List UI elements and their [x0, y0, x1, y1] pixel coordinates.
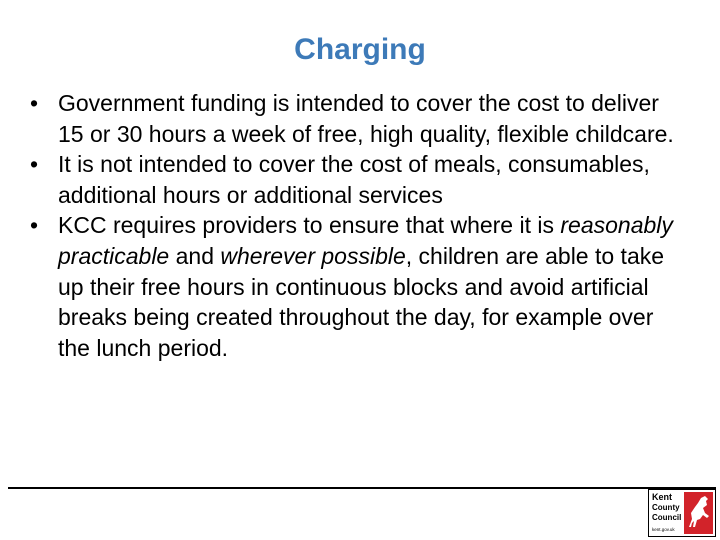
bullet-text-3	[58, 212, 673, 360]
text-segment: It is not intended to cover the cost of meals, consumables, additional hours or additional services	[58, 151, 650, 208]
white-horse-icon	[684, 492, 713, 534]
slide-title: Charging	[294, 33, 426, 66]
text-segment: and	[169, 242, 221, 269]
logo-line-4: kent.gov.uk	[652, 527, 675, 532]
text-segment: , children are able to take up their free hours in continuous blocks and avoid artificial breaks being created throughout the day, for example over the lunch period.	[58, 242, 665, 361]
bullet-dot: •	[30, 212, 39, 239]
logo-line-2: County	[652, 503, 680, 512]
kcc-logo-graphic	[648, 489, 716, 537]
italic-segment: reasonably practicable	[58, 212, 673, 269]
bullet-item	[0, 149, 688, 210]
text-segment: Government funding is intended to cover the cost to deliver 15 or 30 hours a week of free, high quality, flexible childcare.	[58, 90, 674, 147]
bullet-dot: •	[30, 90, 39, 116]
kent-county-council-logo	[648, 489, 716, 537]
footer-rule	[8, 487, 716, 489]
bullet-text-1	[58, 90, 674, 147]
bullet-text-2	[58, 151, 650, 208]
italic-segment: wherever possible	[220, 242, 406, 269]
logo-line-1: Kent	[652, 492, 672, 502]
bullet-item	[0, 88, 688, 149]
logo-line-3: Council	[652, 513, 682, 522]
bullet-item	[0, 210, 688, 363]
bullet-dot: •	[30, 151, 39, 178]
bullet-list	[0, 88, 720, 363]
text-segment: KCC requires providers to ensure that where it is	[58, 212, 561, 239]
